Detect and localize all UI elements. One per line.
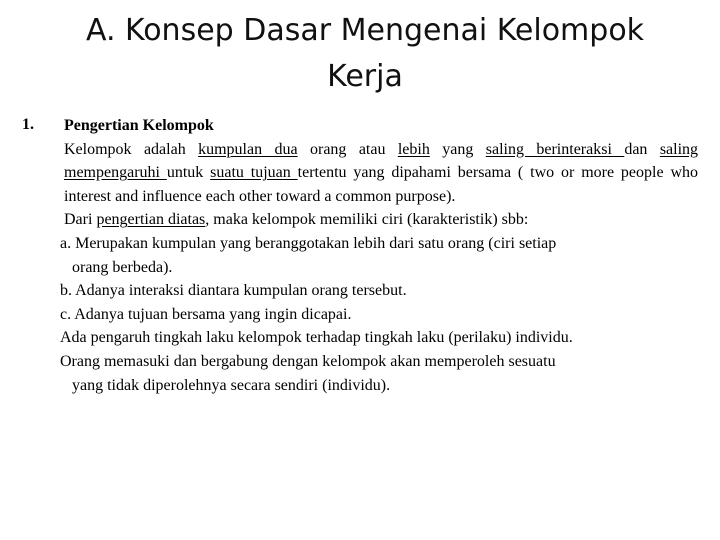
definition-text: orang atau (297, 140, 398, 158)
underlined-term: suatu tujuan (210, 164, 298, 182)
underlined-term: lebih (397, 140, 430, 158)
section-heading: Pengertian Kelompok (64, 117, 214, 134)
definition-text: dan (624, 140, 648, 158)
characteristics-intro (58, 208, 698, 232)
list-item-line: a. Merupakan kumpulan yang beranggotakan lebih dari satu orang (ciri setiap (60, 234, 557, 252)
section-body (58, 114, 698, 397)
underlined-term: pengertian diatas (96, 211, 206, 229)
list-item-b: b. Adanya interaksi diantara kumpulan orang tersebut. (60, 282, 407, 300)
title-line-1: A. Konsep Dasar Mengenai Kelompok (85, 13, 645, 48)
intro-text: , maka kelompok memiliki ciri (karakteristik) sbb: (205, 211, 529, 229)
title-line-2: Kerja (327, 59, 403, 94)
closing-statement (58, 350, 698, 397)
intro-text: Dari (64, 211, 97, 229)
slide-title (30, 8, 700, 100)
closing-line: Orang memasuki dan bergabung dengan kelompok akan memperoleh sesuatu (60, 352, 556, 370)
influence-statement: Ada pengaruh tingkah laku kelompok terhadap tingkah laku (perilaku) individu. (60, 329, 573, 347)
underlined-term: kumpulan dua (198, 140, 298, 158)
section-number: 1. (22, 116, 34, 133)
definition-text: yang (429, 140, 486, 158)
list-item-a (58, 232, 698, 279)
definition-text: tertentu yang dipahami bersama ( two or more people who interest and influence each other toward a common purpose). (64, 164, 699, 205)
list-item-continuation: orang berbeda). (72, 258, 173, 276)
underlined-term: saling berinteraksi (485, 140, 625, 158)
definition-paragraph (58, 138, 698, 209)
underlined-term: saling mempengaruhi (64, 140, 699, 182)
definition-text: Kelompok adalah (64, 140, 199, 158)
definition-text: untuk (166, 164, 211, 182)
closing-continuation: yang tidak diperolehnya secara sendiri (individu). (72, 376, 391, 394)
list-item-c: c. Adanya tujuan bersama yang ingin dicapai. (60, 305, 352, 323)
